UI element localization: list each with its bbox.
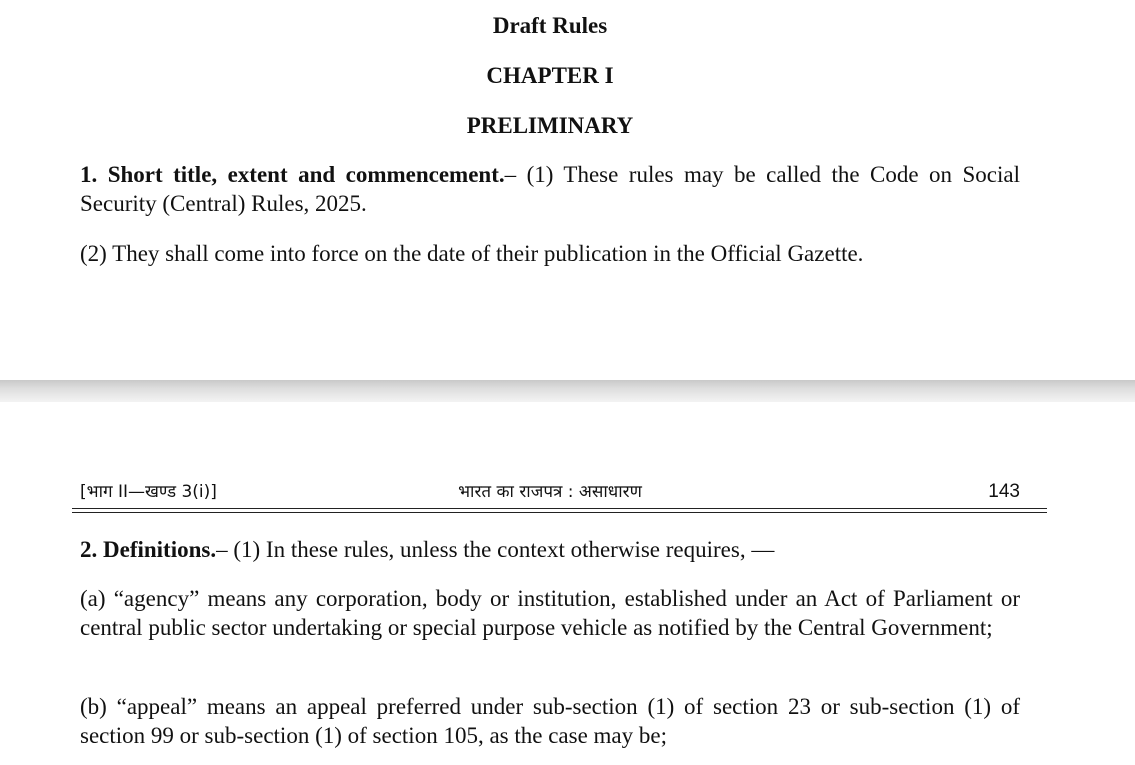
rule-2-paragraph [80, 535, 1020, 564]
rule-1-paragraph [80, 160, 1020, 218]
header-rule-lower [72, 512, 1047, 513]
section-heading: PRELIMINARY [466, 113, 634, 138]
document-page-upper [0, 0, 1135, 380]
rule-2-heading: 2. Definitions. [80, 537, 217, 562]
chapter-heading: CHAPTER I [486, 63, 614, 88]
page-number: 143 [988, 481, 1020, 502]
header-rule-upper [72, 508, 1047, 509]
clause-a: (a) “agency” means any corporation, body or institution, established under an Act of Parliament or central public sector undertaking or special purpose vehicle as notified by the Central Government; [80, 586, 1020, 640]
gazette-header [80, 480, 1020, 504]
document-page-lower [0, 402, 1135, 765]
rule-1-heading: 1. Short title, extent and commencement. [80, 162, 505, 187]
gazette-part-label: [भाग II—खण्ड 3(i)] [80, 482, 217, 502]
page-separator [0, 380, 1135, 402]
gazette-title: भारत का राजपत्र : असाधारण [458, 482, 642, 502]
document-title: Draft Rules [492, 13, 608, 38]
rule-2-intro: – (1) In these rules, unless the context otherwise requires, — [216, 537, 775, 562]
rule-1-subclause-2: (2) They shall come into force on the date of their publication in the Official Gazette. [80, 241, 864, 266]
rule-1-text: – (1) These rules may be called the Code on Social Security (Central) Rules, 2025. [80, 162, 1020, 216]
clause-b: (b) “appeal” means an appeal preferred under sub-section (1) of section 23 or sub-section (1) of section 99 or sub-section (1) of section 105, as the case may be; [80, 694, 1020, 748]
